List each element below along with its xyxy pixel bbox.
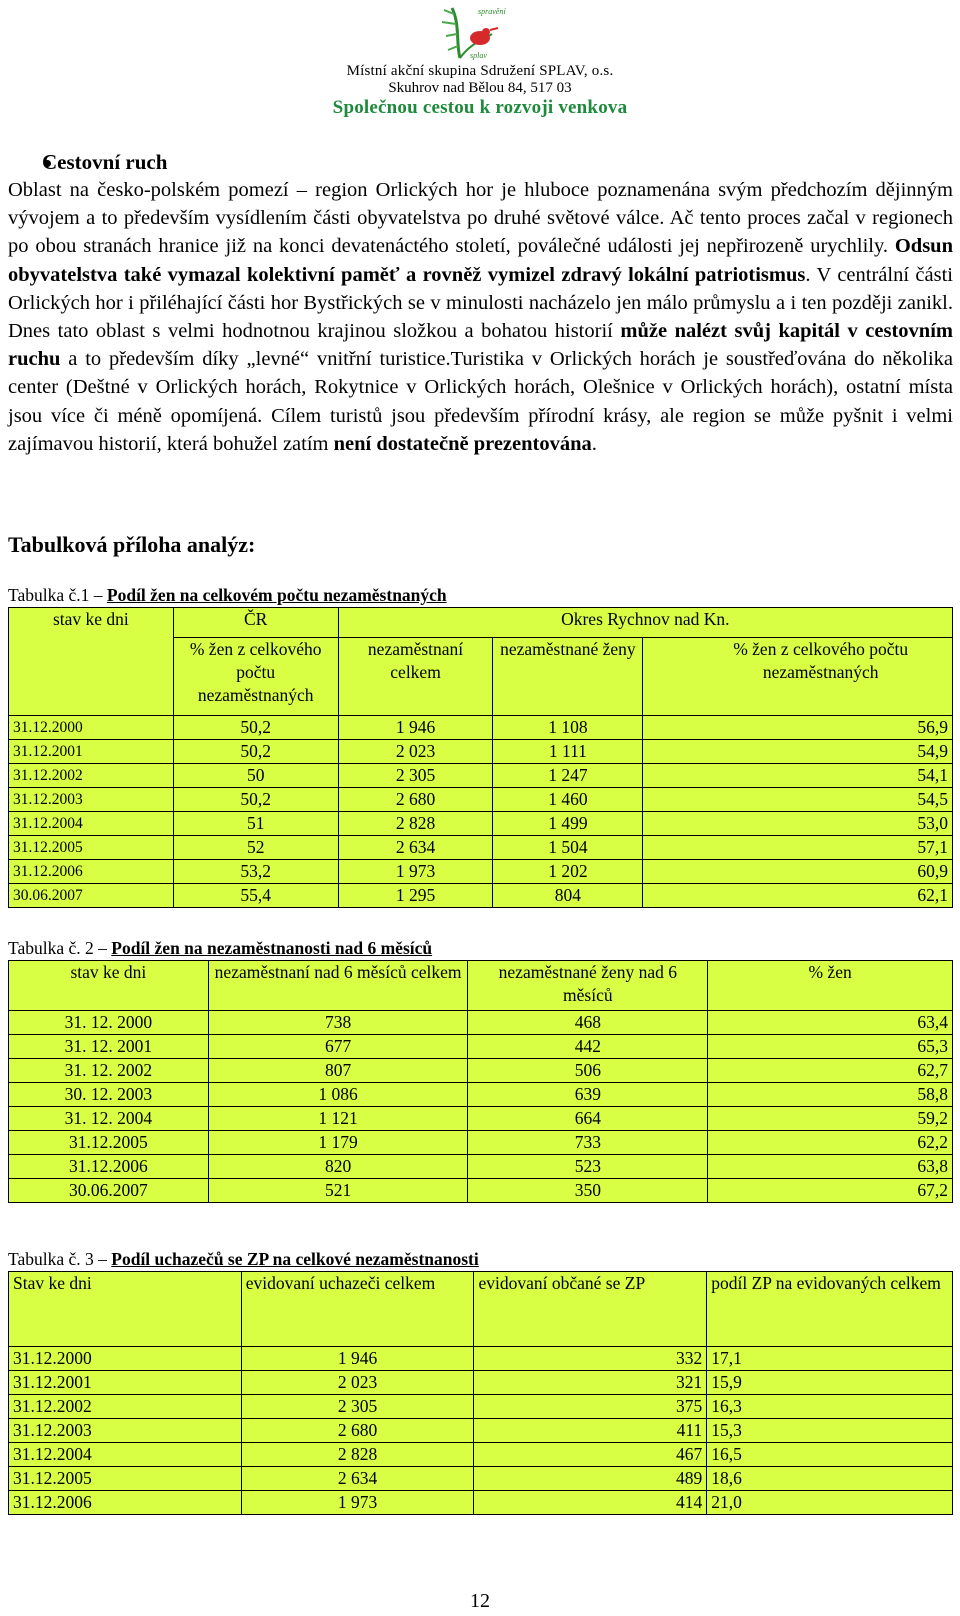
table3-cell: 467 [474,1443,707,1467]
t3-h-share: podíl ZP na evidovaných celkem [707,1272,953,1347]
table1-row [9,716,953,740]
table2-cell: 65,3 [708,1035,953,1059]
table1-cell: 1 946 [338,716,493,740]
table3-row [9,1419,953,1443]
table2-cell: 733 [468,1131,708,1155]
table1-cell: 51 [173,812,338,836]
table3-cell: 2 634 [241,1467,474,1491]
table3-cell: 1 973 [241,1491,474,1515]
table1-cell: 2 680 [338,788,493,812]
table2-caption-title: Podíl žen na nezaměstnanosti nad 6 měsíců [111,938,433,958]
table1-cell: 804 [493,884,643,908]
t2-h-pct: % žen [708,961,953,1011]
table2-cell: 468 [468,1011,708,1035]
table3-cell: 411 [474,1419,707,1443]
table3-row [9,1395,953,1419]
table2-caption-prefix: Tabulka č. 2 – [8,938,112,958]
body-paragraph [8,176,953,458]
table1-row [9,860,953,884]
t2-h-unemp: nezaměstnaní nad 6 měsíců celkem [208,961,468,1011]
table1-cell: 31.12.2006 [9,860,174,884]
table2-cell: 59,2 [708,1107,953,1131]
table1 [8,607,953,908]
table1-caption-title: Podíl žen na celkovém počtu nezaměstnaných [106,585,447,605]
t2-h-women: nezaměstnané ženy nad 6 měsíců [468,961,708,1011]
table2-cell: 63,8 [708,1155,953,1179]
table3-cell: 21,0 [707,1491,953,1515]
table2-cell: 677 [208,1035,468,1059]
t3-h-applicants: evidovaní uchazeči celkem [241,1272,474,1347]
para-text-2: . V centrální části Orlických hor i přiléhající části hor Bystřických se v minulosti nacházelo jen málo průmyslu a i ten později zanikl. Dnes tato oblast s velmi hodnotnou krajinou složkou a bohatou historií [8,263,953,343]
table1-cell: 31.12.2003 [9,788,174,812]
tables-title: Tabulková příloha analýz: [8,532,256,557]
table3-cell: 375 [474,1395,707,1419]
table2-row [9,1131,953,1155]
table2-cell: 639 [468,1083,708,1107]
table2-cell: 820 [208,1155,468,1179]
t1-h-cr: ČR [173,608,338,638]
table1-cell: 2 634 [338,836,493,860]
table3-row [9,1467,953,1491]
t2-h-date: stav ke dni [9,961,209,1011]
table1-cell: 52 [173,836,338,860]
table1-cell: 62,1 [643,884,953,908]
table2-caption [8,938,432,959]
table2-cell: 31.12.2006 [9,1155,209,1179]
org-address: Skuhrov nad Bělou 84, 517 03 [388,80,572,96]
table3-cell: 17,1 [707,1347,953,1371]
table1-cell: 31.12.2004 [9,812,174,836]
table1-cell: 1 504 [493,836,643,860]
table2-cell: 67,2 [708,1179,953,1203]
table1-cell: 54,1 [643,764,953,788]
table1-cell: 50,2 [173,716,338,740]
t3-h-zp: evidovaní občané se ZP [474,1272,707,1347]
table1-cell: 57,1 [643,836,953,860]
table3-row [9,1371,953,1395]
splav-logo [430,4,520,62]
table3-row [9,1443,953,1467]
table1-row [9,812,953,836]
table2-row [9,1011,953,1035]
table3 [8,1271,953,1515]
table2-cell: 521 [208,1179,468,1203]
table1-row [9,836,953,860]
table2-cell: 31. 12. 2004 [9,1107,209,1131]
table3-cell: 18,6 [707,1467,953,1491]
table2-cell: 664 [468,1107,708,1131]
table2-cell: 63,4 [708,1011,953,1035]
table2-cell: 738 [208,1011,468,1035]
table2-cell: 350 [468,1179,708,1203]
table3-cell: 414 [474,1491,707,1515]
table3-row [9,1347,953,1371]
table3-cell: 489 [474,1467,707,1491]
table1-cell: 1 247 [493,764,643,788]
table2-row [9,1179,953,1203]
table2-cell: 1 121 [208,1107,468,1131]
table3-row [9,1491,953,1515]
table3-caption-title: Podíl uchazečů se ZP na celkové nezaměstnanosti [111,1249,479,1269]
table1-cell: 1 499 [493,812,643,836]
table2-cell: 1 086 [208,1083,468,1107]
table1-row [9,764,953,788]
table1-cell: 50 [173,764,338,788]
para-text-4: . [591,432,597,455]
table1-cell: 50,2 [173,740,338,764]
table2-cell: 31. 12. 2000 [9,1011,209,1035]
svg-text:spravění: spravění [478,7,506,16]
table2 [8,960,953,1203]
para-text-3: a to především díky „levné“ vnitřní turistice.Turistika v Orlických horách je soustřeďována do několika center (Deštné v Orlických horách, Rokytnice v Orlických horách, Olešnice v Orlických horách), ostatní místa jsou více či méně opomíjená. Cílem turistů jsou především přírodní krásy, ale region se může pyšnit i velmi zajímavou historií, která bohužel zatím [8,348,953,455]
table2-cell: 58,8 [708,1083,953,1107]
para-text-1: Oblast na česko-polském pomezí – region Orlických hor je hluboce poznamenána svým předchozím dějinným vývojem a to především vysídlením části obyvatelstva po druhé světové válce. Ač tento proces začal v regionech po obou stranách hranice již na konci devatenáctého století, poválečné události jej nepřirozeně urychlily. [8,179,953,258]
table2-cell: 30. 12. 2003 [9,1083,209,1107]
table1-row [9,740,953,764]
table2-row [9,1035,953,1059]
table2-cell: 523 [468,1155,708,1179]
table1-cell: 1 202 [493,860,643,884]
table1-cell: 2 023 [338,740,493,764]
table1-cell: 1 108 [493,716,643,740]
table1-cell: 1 460 [493,788,643,812]
table1-cell: 55,4 [173,884,338,908]
table1-cell: 50,2 [173,788,338,812]
table2-row [9,1107,953,1131]
t3-h-date: Stav ke dni [9,1272,242,1347]
table1-cell: 31.12.2001 [9,740,174,764]
table1-cell: 31.12.2002 [9,764,174,788]
table2-row [9,1083,953,1107]
table3-cell: 31.12.2006 [9,1491,242,1515]
table1-cell: 1 111 [493,740,643,764]
table1-row [9,884,953,908]
table2-cell: 442 [468,1035,708,1059]
para-bold-2: může nalézt svůj kapitál v cestovním ruchu [8,320,953,371]
table3-cell: 2 828 [241,1443,474,1467]
t1-h-unemp: nezaměstnaní celkem [338,638,493,716]
t1-h-women: nezaměstnané ženy [493,638,643,716]
table2-cell: 506 [468,1059,708,1083]
table1-caption [8,585,447,606]
para-bold-3: není dostatečně prezentována [333,432,592,455]
table1-cell: 53,0 [643,812,953,836]
table2-cell: 31. 12. 2001 [9,1035,209,1059]
table1-cell: 54,9 [643,740,953,764]
t1-h-okres: Okres Rychnov nad Kn. [338,608,952,638]
table3-cell: 31.12.2000 [9,1347,242,1371]
table3-cell: 15,9 [707,1371,953,1395]
table2-cell: 62,7 [708,1059,953,1083]
table1-cell: 31.12.2005 [9,836,174,860]
section-heading: Cestovní ruch [42,150,168,174]
table3-cell: 1 946 [241,1347,474,1371]
table3-cell: 16,3 [707,1395,953,1419]
table3-cell: 31.12.2004 [9,1443,242,1467]
t1-h-empty [9,638,174,716]
table3-cell: 31.12.2001 [9,1371,242,1395]
table3-cell: 16,5 [707,1443,953,1467]
table1-cell: 56,9 [643,716,953,740]
table3-cell: 2 305 [241,1395,474,1419]
table3-cell: 321 [474,1371,707,1395]
table2-cell: 807 [208,1059,468,1083]
table1-cell: 2 828 [338,812,493,836]
table3-cell: 2 680 [241,1419,474,1443]
t1-h-pct-cr: % žen z celkového počtu nezaměstnaných [173,638,338,716]
table2-cell: 62,2 [708,1131,953,1155]
t1-h-date: stav ke dni [9,608,174,638]
table1-caption-prefix: Tabulka č.1 – [8,585,107,605]
table3-cell: 332 [474,1347,707,1371]
table3-cell: 15,3 [707,1419,953,1443]
org-name: Místní akční skupina Sdružení SPLAV, o.s. [346,63,614,79]
para-bold-1: Odsun obyvatelstva také vymazal kolektivní paměť a rovněž vymizel zdravý lokální patriotismus [8,235,953,286]
table3-cell: 31.12.2005 [9,1467,242,1491]
svg-text:splav: splav [470,51,487,60]
table3-cell: 31.12.2002 [9,1395,242,1419]
t1-h-pct: % žen z celkového počtu nezaměstnaných [643,638,953,716]
table1-row [9,788,953,812]
table2-cell: 31. 12. 2002 [9,1059,209,1083]
table3-caption [8,1249,479,1270]
table2-cell: 30.06.2007 [9,1179,209,1203]
table1-cell: 54,5 [643,788,953,812]
table3-cell: 31.12.2003 [9,1419,242,1443]
table2-row [9,1059,953,1083]
table1-cell: 30.06.2007 [9,884,174,908]
table2-cell: 31.12.2005 [9,1131,209,1155]
table1-cell: 1 295 [338,884,493,908]
table3-caption-prefix: Tabulka č. 3 – [8,1249,112,1269]
page-number: 12 [470,1590,490,1612]
table2-row [9,1155,953,1179]
table1-cell: 60,9 [643,860,953,884]
org-motto: Společnou cestou k rozvoji venkova [332,97,628,118]
table3-cell: 2 023 [241,1371,474,1395]
table1-cell: 53,2 [173,860,338,884]
table1-cell: 1 973 [338,860,493,884]
table1-cell: 31.12.2000 [9,716,174,740]
table2-cell: 1 179 [208,1131,468,1155]
table1-cell: 2 305 [338,764,493,788]
